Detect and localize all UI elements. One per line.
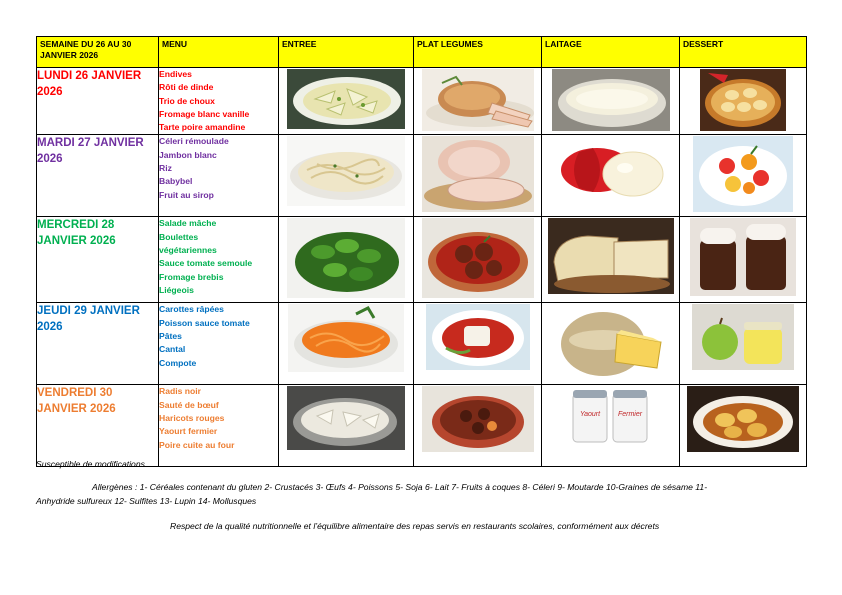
menu-item: Poire cuite au four [159,439,235,450]
fish-tomato-sauce-photo [414,303,542,385]
meatballs-tomato-photo [414,217,542,303]
pear-tart-photo [680,68,807,135]
chocolate-liegeois-photo [680,217,807,303]
menu-items [159,303,279,385]
fruit-salad-photo [680,135,807,217]
menu-items [159,135,279,217]
menu-item: Trio de choux [159,95,215,106]
menu-item: Sauce tomate semoule [159,258,253,269]
lamb-lettuce-photo [279,217,414,303]
menu-item: Rôti de dinde [159,82,214,93]
menu-header: MENU [159,37,279,68]
menu-items [159,385,279,467]
babybel-photo [542,135,680,217]
menu-item: Jambon blanc [159,149,217,160]
beef-stew-photo [414,385,542,467]
menu-item: Riz [159,163,172,174]
day-label: JEUDI 29 JANVIER 2026 [37,303,159,385]
laitage-header: LAITAGE [542,37,680,68]
day-row-thursday [37,303,807,385]
yogurt-label: Yaourt [579,411,600,419]
modifications-note: Susceptible de modifications [36,459,145,469]
yogurt-label: Fermier [617,411,642,419]
menu-item: Babybel [159,176,193,187]
menu-item: Carottes râpées [159,304,224,315]
menu-item: Cantal [159,344,186,355]
grated-carrots-photo [279,303,414,385]
menu-item: Salade mâche [159,218,217,229]
entree-header: ENTREE [279,37,414,68]
menu-items [159,68,279,135]
menu-item: Liégeois [159,284,194,295]
farm-yogurt-photo [542,385,680,467]
menu-item: végétariennes [159,245,217,256]
day-row-friday [37,385,807,467]
menu-item: Boulettes [159,231,199,242]
weekly-menu-table [36,36,807,467]
day-row-wednesday [37,217,807,303]
allergens-line-1: Allergènes : 1- Céréales contenant du gluten 2- Crustacés 3- Œufs 4- Poissons 5- Soja 6- Lait 7- Fruits à coques 8- Céleri 9- Moutarde 10-Graines de sésame 11- [92,482,708,492]
endive-salad-photo [279,68,414,135]
header-row [37,37,807,68]
menu-item: Fruit au sirop [159,189,214,200]
day-label: LUNDI 26 JANVIER 2026 [37,68,159,135]
allergens-line-2: Anhydride sulfureux 12- Sulfites 13- Lupin 14- Mollusques [36,496,257,506]
menu-item: Fromage brebis [159,271,224,282]
menu-items [159,217,279,303]
baked-pears-photo [680,385,807,467]
day-label: MARDI 27 JANVIER 2026 [37,135,159,217]
menu-item: Fromage blanc vanille [159,108,250,119]
week-header: SEMAINE DU 26 AU 30 JANVIER 2026 [37,37,159,68]
day-label: VENDREDI 30 JANVIER 2026 [37,385,159,467]
day-label: MERCREDI 28 JANVIER 2026 [37,217,159,303]
menu-item: Tarte poire amandine [159,122,246,133]
black-radish-photo [279,385,414,467]
cantal-cheese-photo [542,303,680,385]
menu-item: Céleri rémoulade [159,136,229,147]
day-row-tuesday [37,135,807,217]
apple-compote-photo [680,303,807,385]
day-row-monday [37,68,807,135]
celeri-remoulade-photo [279,135,414,217]
roast-turkey-photo [414,68,542,135]
sheep-cheese-photo [542,217,680,303]
menu-item: Pâtes [159,331,182,342]
menu-item: Compote [159,357,197,368]
fromage-blanc-photo [542,68,680,135]
ham-photo [414,135,542,217]
menu-item: Radis noir [159,386,202,397]
nutrition-note: Respect de la qualité nutritionnelle et l’équilibre alimentaire des repas servis en restaurants scolaires, conformément aux décrets [170,521,660,531]
menu-item: Sauté de bœuf [159,399,219,410]
menu-item: Haricots rouges [159,413,225,424]
plat-header: PLAT LEGUMES [414,37,542,68]
dessert-header: DESSERT [680,37,807,68]
menu-item: Yaourt fermier [159,426,218,437]
menu-item: Poisson sauce tomate [159,317,250,328]
menu-item: Endives [159,69,192,79]
